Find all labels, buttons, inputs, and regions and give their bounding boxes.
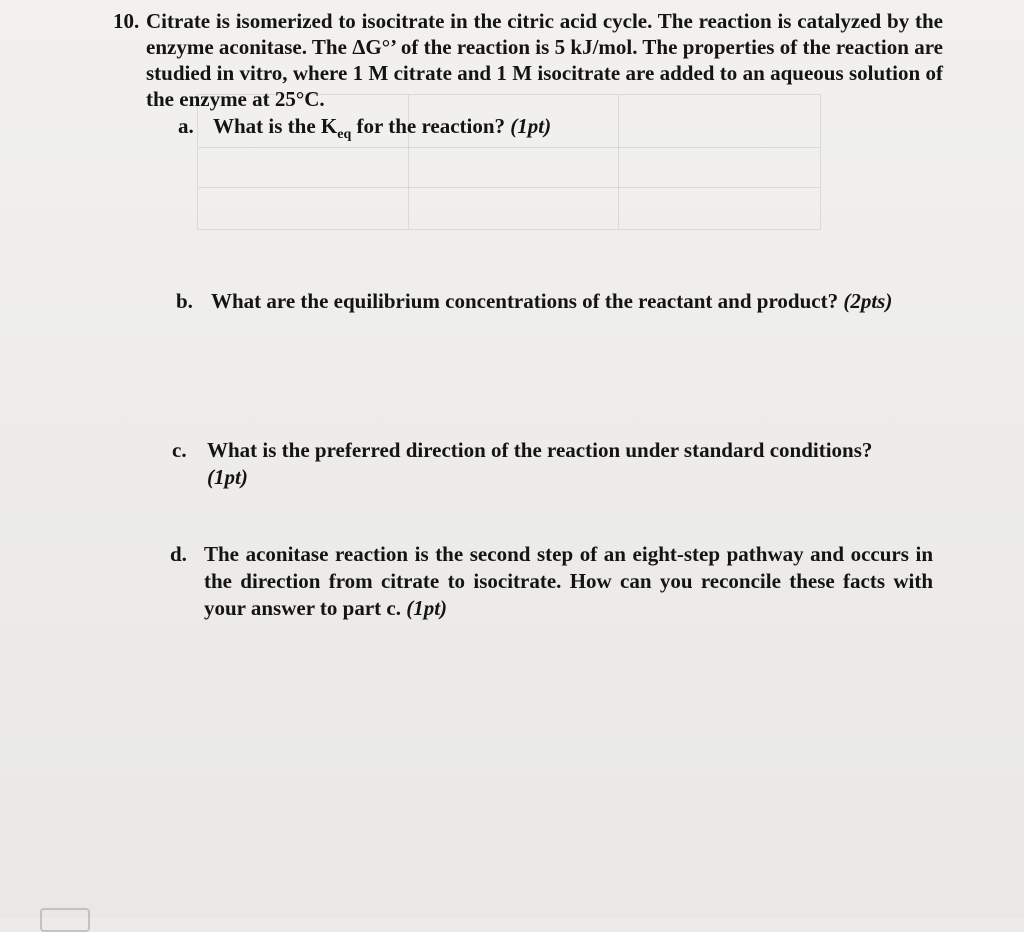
show-through-rule <box>198 187 820 188</box>
part-c-points: (1pt) <box>207 465 248 489</box>
part-b-letter: b. <box>176 289 193 313</box>
part-d <box>170 541 933 622</box>
part-d-text: The aconitase reaction is the second step of an eight-step pathway and occurs in the direction from citrate to isocitrate. How can you reconcile these facts with your answer to part c. <box>204 542 933 620</box>
part-d-letter: d. <box>170 542 187 566</box>
part-d-question <box>204 541 933 622</box>
part-b-question <box>211 288 896 315</box>
part-a <box>178 113 878 148</box>
part-c-text: What is the preferred direction of the reaction under standard conditions? <box>207 438 873 462</box>
show-through-mark <box>40 908 90 932</box>
part-a-points: (1pt) <box>510 114 552 138</box>
question-10 <box>113 8 943 112</box>
part-c <box>172 437 912 491</box>
part-a-text: What is the K <box>213 114 338 138</box>
part-c-question <box>207 437 912 491</box>
part-d-points: (1pt) <box>406 596 448 620</box>
part-b-text: What are the equilibrium concentrations of the reactant and product? <box>211 289 844 313</box>
part-b-points: (2pts) <box>843 289 893 313</box>
part-a-text-after: for the reaction? <box>351 114 511 138</box>
part-a-question <box>213 113 878 148</box>
question-stem: Citrate is isomerized to isocitrate in the citric acid cycle. The reaction is catalyzed by the enzyme aconitase. The ΔG°’ of the reaction is 5 kJ/mol. The properties of the reaction are studied in vitro, where 1 M citrate and 1 M isocitrate are added to an aqueous solution of the enzyme at 25°C. <box>146 9 943 111</box>
part-a-letter: a. <box>178 114 194 138</box>
question-number: 10. <box>113 9 140 33</box>
part-b <box>176 288 896 315</box>
part-a-subscript: eq <box>337 127 352 143</box>
part-c-letter: c. <box>172 438 187 462</box>
